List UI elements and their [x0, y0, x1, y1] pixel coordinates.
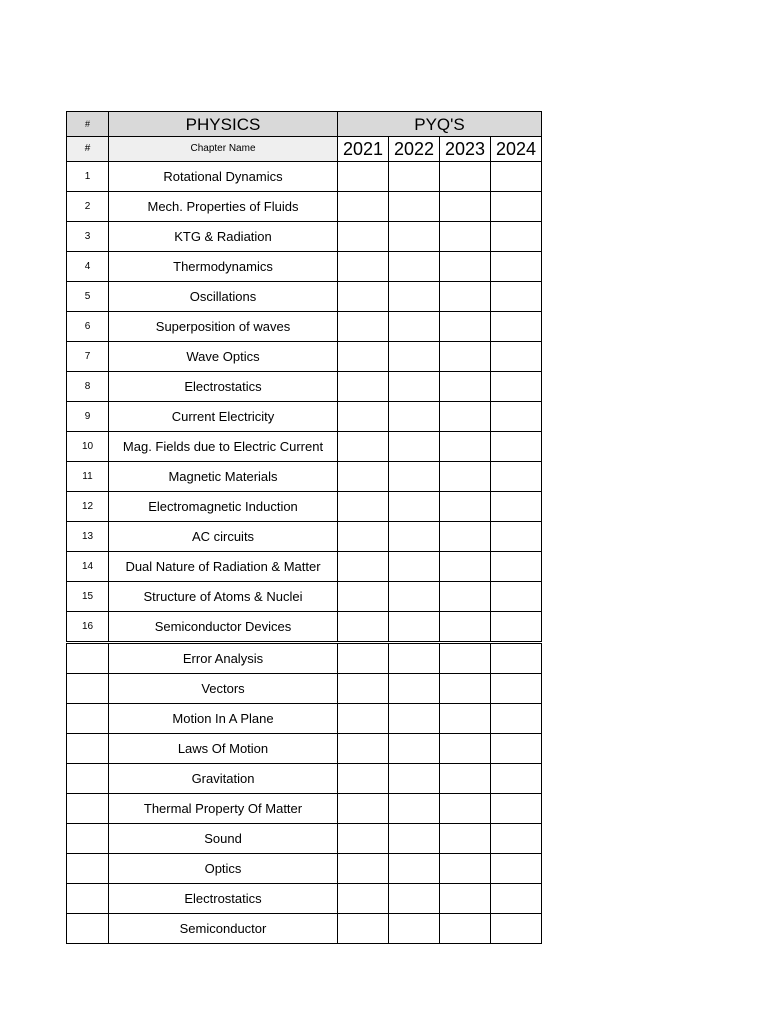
year-cell[interactable] — [491, 252, 542, 282]
year-cell[interactable] — [440, 162, 491, 192]
chapter-name: Thermodynamics — [109, 252, 338, 282]
year-cell[interactable] — [389, 854, 440, 884]
chapter-number: 16 — [67, 612, 109, 643]
table-row — [67, 734, 542, 764]
year-cell[interactable] — [389, 794, 440, 824]
chapter-name: Dual Nature of Radiation & Matter — [109, 552, 338, 582]
year-cell[interactable] — [440, 794, 491, 824]
chapter-name: Vectors — [109, 674, 338, 704]
year-cell[interactable] — [491, 734, 542, 764]
chapter-name: Semiconductor — [109, 914, 338, 944]
table-row — [67, 342, 542, 372]
table-row — [67, 282, 542, 312]
year-cell[interactable] — [440, 884, 491, 914]
chapter-number: 2 — [67, 192, 109, 222]
chapter-name: AC circuits — [109, 522, 338, 552]
year-cell[interactable] — [389, 704, 440, 734]
table-row — [67, 674, 542, 704]
year-cell[interactable] — [389, 372, 440, 402]
year-cell[interactable] — [491, 402, 542, 432]
year-cell[interactable] — [338, 492, 389, 522]
chapter-number — [67, 884, 109, 914]
chapter-name: Rotational Dynamics — [109, 162, 338, 192]
subject-title: PHYSICS — [109, 112, 338, 137]
year-header-2024: 2024 — [491, 137, 542, 162]
year-cell[interactable] — [491, 674, 542, 704]
chapter-number — [67, 704, 109, 734]
year-cell[interactable] — [338, 643, 389, 674]
year-cell[interactable] — [440, 402, 491, 432]
table-row — [67, 582, 542, 612]
table-row — [67, 402, 542, 432]
chapter-name: Superposition of waves — [109, 312, 338, 342]
year-cell[interactable] — [491, 764, 542, 794]
chapter-number: 10 — [67, 432, 109, 462]
table-row — [67, 794, 542, 824]
year-cell[interactable] — [440, 192, 491, 222]
year-cell[interactable] — [338, 794, 389, 824]
table-row — [67, 704, 542, 734]
year-cell[interactable] — [491, 794, 542, 824]
chapter-number — [67, 764, 109, 794]
year-cell[interactable] — [491, 462, 542, 492]
year-cell[interactable] — [491, 312, 542, 342]
year-cell[interactable] — [491, 432, 542, 462]
chapter-number: 6 — [67, 312, 109, 342]
year-cell[interactable] — [491, 582, 542, 612]
chapter-name: Electromagnetic Induction — [109, 492, 338, 522]
chapter-name: Oscillations — [109, 282, 338, 312]
year-cell[interactable] — [338, 914, 389, 944]
year-cell[interactable] — [440, 914, 491, 944]
year-cell[interactable] — [338, 734, 389, 764]
year-cell[interactable] — [491, 222, 542, 252]
year-cell[interactable] — [389, 612, 440, 643]
table-row — [67, 854, 542, 884]
year-cell[interactable] — [389, 282, 440, 312]
table-row — [67, 552, 542, 582]
number-column-header: # — [67, 112, 109, 137]
chapter-number — [67, 794, 109, 824]
chapter-number: 9 — [67, 402, 109, 432]
year-cell[interactable] — [491, 704, 542, 734]
chapter-number: 11 — [67, 462, 109, 492]
physics-pyq-table — [66, 111, 542, 944]
table-row — [67, 432, 542, 462]
chapter-number — [67, 674, 109, 704]
pyq-title: PYQ'S — [338, 112, 542, 137]
year-cell[interactable] — [440, 342, 491, 372]
year-cell[interactable] — [389, 462, 440, 492]
chapter-number: 1 — [67, 162, 109, 192]
chapter-name: Current Electricity — [109, 402, 338, 432]
year-cell[interactable] — [491, 824, 542, 854]
year-cell[interactable] — [338, 704, 389, 734]
table-row — [67, 462, 542, 492]
chapter-name: Magnetic Materials — [109, 462, 338, 492]
title-row — [67, 112, 542, 137]
year-cell[interactable] — [338, 162, 389, 192]
year-cell[interactable] — [338, 282, 389, 312]
year-cell[interactable] — [440, 643, 491, 674]
table-row — [67, 884, 542, 914]
table-row — [67, 372, 542, 402]
year-cell[interactable] — [338, 402, 389, 432]
table-row — [67, 192, 542, 222]
chapter-number — [67, 824, 109, 854]
chapter-name: Gravitation — [109, 764, 338, 794]
year-cell[interactable] — [338, 764, 389, 794]
year-cell[interactable] — [440, 432, 491, 462]
year-cell[interactable] — [440, 552, 491, 582]
year-cell[interactable] — [389, 492, 440, 522]
year-cell[interactable] — [338, 522, 389, 552]
chapter-name: Electrostatics — [109, 884, 338, 914]
year-cell[interactable] — [440, 704, 491, 734]
chapter-name: Mech. Properties of Fluids — [109, 192, 338, 222]
chapter-name: Error Analysis — [109, 643, 338, 674]
chapter-number — [67, 734, 109, 764]
year-cell[interactable] — [491, 612, 542, 643]
year-cell[interactable] — [389, 582, 440, 612]
chapter-number — [67, 643, 109, 674]
year-cell[interactable] — [491, 884, 542, 914]
chapter-name-header: Chapter Name — [109, 137, 338, 162]
chapter-number: 12 — [67, 492, 109, 522]
chapter-name: Thermal Property Of Matter — [109, 794, 338, 824]
chapter-number — [67, 914, 109, 944]
year-cell[interactable] — [338, 342, 389, 372]
table-row — [67, 312, 542, 342]
year-cell[interactable] — [338, 252, 389, 282]
year-cell[interactable] — [440, 734, 491, 764]
chapter-number: 3 — [67, 222, 109, 252]
year-cell[interactable] — [338, 312, 389, 342]
chapter-name: Motion In A Plane — [109, 704, 338, 734]
chapter-name: Mag. Fields due to Electric Current — [109, 432, 338, 462]
year-cell[interactable] — [440, 522, 491, 552]
year-cell[interactable] — [338, 884, 389, 914]
column-header-row — [67, 137, 542, 162]
year-cell[interactable] — [440, 492, 491, 522]
year-cell[interactable] — [491, 854, 542, 884]
table-row — [67, 824, 542, 854]
year-cell[interactable] — [338, 462, 389, 492]
year-cell[interactable] — [338, 432, 389, 462]
year-cell[interactable] — [338, 192, 389, 222]
year-cell[interactable] — [338, 372, 389, 402]
year-cell[interactable] — [338, 222, 389, 252]
chapter-name: Semiconductor Devices — [109, 612, 338, 643]
year-cell[interactable] — [389, 432, 440, 462]
year-cell[interactable] — [389, 674, 440, 704]
chapter-number: 7 — [67, 342, 109, 372]
chapter-number — [67, 854, 109, 884]
year-cell[interactable] — [338, 612, 389, 643]
year-cell[interactable] — [389, 643, 440, 674]
year-cell[interactable] — [440, 582, 491, 612]
chapter-name: Sound — [109, 824, 338, 854]
table-row — [67, 914, 542, 944]
year-cell[interactable] — [389, 252, 440, 282]
chapter-name: KTG & Radiation — [109, 222, 338, 252]
year-cell[interactable] — [491, 914, 542, 944]
year-cell[interactable] — [440, 824, 491, 854]
year-cell[interactable] — [338, 552, 389, 582]
year-cell[interactable] — [389, 824, 440, 854]
year-cell[interactable] — [338, 582, 389, 612]
year-cell[interactable] — [440, 312, 491, 342]
year-cell[interactable] — [491, 192, 542, 222]
year-cell[interactable] — [440, 612, 491, 643]
chapter-name: Optics — [109, 854, 338, 884]
year-cell[interactable] — [440, 854, 491, 884]
year-cell[interactable] — [440, 764, 491, 794]
year-cell[interactable] — [389, 402, 440, 432]
year-cell[interactable] — [389, 192, 440, 222]
year-cell[interactable] — [389, 914, 440, 944]
chapter-name: Structure of Atoms & Nuclei — [109, 582, 338, 612]
year-cell[interactable] — [389, 312, 440, 342]
table-row — [67, 612, 542, 643]
chapter-number: 8 — [67, 372, 109, 402]
year-cell[interactable] — [491, 522, 542, 552]
year-cell[interactable] — [491, 372, 542, 402]
year-cell[interactable] — [440, 282, 491, 312]
year-cell[interactable] — [338, 674, 389, 704]
year-cell[interactable] — [440, 252, 491, 282]
year-cell[interactable] — [389, 222, 440, 252]
year-cell[interactable] — [389, 342, 440, 372]
table-row — [67, 492, 542, 522]
year-header-2023: 2023 — [440, 137, 491, 162]
year-cell[interactable] — [491, 342, 542, 372]
year-cell[interactable] — [440, 222, 491, 252]
table-row — [67, 162, 542, 192]
table-row — [67, 252, 542, 282]
year-cell[interactable] — [389, 162, 440, 192]
chapter-number: 14 — [67, 552, 109, 582]
year-cell[interactable] — [491, 552, 542, 582]
chapter-number: 13 — [67, 522, 109, 552]
year-cell[interactable] — [491, 492, 542, 522]
year-cell[interactable] — [491, 643, 542, 674]
year-cell[interactable] — [440, 462, 491, 492]
year-cell[interactable] — [389, 764, 440, 794]
chapter-number: 5 — [67, 282, 109, 312]
year-cell[interactable] — [389, 522, 440, 552]
table-row — [67, 643, 542, 674]
year-cell[interactable] — [338, 854, 389, 884]
year-header-2022: 2022 — [389, 137, 440, 162]
table-row — [67, 764, 542, 794]
year-header-2021: 2021 — [338, 137, 389, 162]
chapter-number: 15 — [67, 582, 109, 612]
year-cell[interactable] — [389, 734, 440, 764]
table-row — [67, 522, 542, 552]
year-cell[interactable] — [389, 552, 440, 582]
number-subheader: # — [67, 137, 109, 162]
table-row — [67, 222, 542, 252]
year-cell[interactable] — [491, 162, 542, 192]
chapter-name: Electrostatics — [109, 372, 338, 402]
year-cell[interactable] — [440, 372, 491, 402]
year-cell[interactable] — [338, 824, 389, 854]
year-cell[interactable] — [440, 674, 491, 704]
year-cell[interactable] — [389, 884, 440, 914]
chapter-name: Wave Optics — [109, 342, 338, 372]
chapter-number: 4 — [67, 252, 109, 282]
chapter-name: Laws Of Motion — [109, 734, 338, 764]
year-cell[interactable] — [491, 282, 542, 312]
